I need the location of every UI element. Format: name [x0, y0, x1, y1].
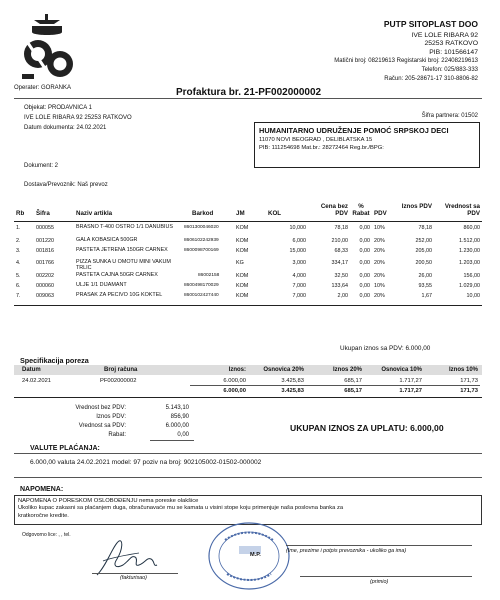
spec-row	[14, 376, 482, 385]
cell-rb: 5.	[16, 272, 21, 279]
cell-rabat: 0,00	[359, 225, 370, 231]
total-row: Vrednost sa PDV: 6.000,00	[78, 423, 189, 429]
spec-cell-osn10: 1.717,27	[399, 378, 422, 384]
cell-sifra: 002202	[36, 272, 54, 279]
napomena-divider	[14, 477, 482, 478]
cell-iznos: 78,18	[418, 225, 432, 231]
table-row	[14, 237, 482, 247]
spec-col-osn10: Osnovica 10%	[381, 367, 422, 373]
cell-iznos: 1,67	[421, 293, 432, 300]
cell-sifra: 001766	[36, 260, 54, 267]
cell-rb: 1.	[16, 225, 21, 231]
cell-cena: 133,64	[331, 283, 348, 290]
spec-col-izn20: Iznos 20%	[332, 367, 362, 373]
spec-col-osn20: Osnovica 20%	[263, 367, 304, 373]
table-row	[14, 292, 482, 305]
cell-pdv: 20%	[374, 272, 385, 279]
objekat: Objekat: PRODAVNICA 1	[24, 105, 92, 111]
cell-naziv: PASTETA CAJNA 50GR CARNEX	[76, 271, 158, 278]
spec-total-osn10: 1.717,27	[399, 388, 422, 394]
cell-kol: 7,000	[292, 293, 306, 300]
table-bottom-line	[14, 305, 482, 306]
table-row	[14, 247, 482, 260]
cell-pdv: 20%	[374, 260, 385, 267]
cell-barkod: 8606102242939	[184, 237, 219, 243]
company-name: PUTP SITOPLAST DOO	[383, 19, 478, 29]
col-sifra: Šifra	[36, 210, 50, 217]
signature-image	[93, 535, 159, 577]
col-pdv: PDV	[374, 210, 387, 217]
spec-col-izn10: Iznos 10%	[448, 367, 478, 373]
company-account: Račun: 205-28671-17 310-8806-82	[384, 75, 478, 82]
customer-box	[254, 122, 480, 168]
spec-total-izn20: 685,17	[344, 388, 362, 394]
spec-cell-datum: 24.02.2021	[22, 378, 52, 384]
cell-cena: 68,33	[334, 247, 348, 254]
napomena-line: NAPOMENA O PORESKOM OSLOBOĐENJU nema poreske olakšice	[18, 498, 199, 504]
cell-pdv: 20%	[374, 247, 385, 254]
cell-cena: 334,17	[331, 260, 348, 267]
store-info	[24, 102, 132, 134]
ukupno-za-uplatu: UKUPAN IZNOS ZA UPLATU: 6.000,00	[290, 423, 444, 433]
cell-sifra: 001220	[36, 237, 54, 244]
napomena-line: Ukoliko kupac zakasni sa plaćanjem duga, obračunavaće mu se kamata u visini stope koju primenjuje naša poslovna banka za	[18, 505, 344, 512]
cell-cena: 78,18	[334, 225, 348, 231]
operator: Operater: GORANKA	[14, 85, 72, 91]
spec-title: Specifikacija poreza	[20, 356, 89, 365]
datum-dokumenta: Datum dokumenta: 24.02.2021	[24, 125, 107, 131]
cell-rb: 4.	[16, 260, 21, 267]
cell-pdv: 20%	[374, 237, 385, 244]
cell-vrednost: 1.230,00	[459, 247, 480, 254]
spec-cell-osn20: 3.425,83	[281, 378, 304, 384]
cell-naziv: GALA KOBASICA 500GR	[76, 236, 138, 243]
cell-iznos: 200,50	[415, 260, 432, 267]
cell-sifra: 000055	[36, 225, 54, 231]
customer-name: HUMANITARNO UDRUŽENJE POMOĆ SRPSKOJ DECI	[259, 126, 449, 135]
total-row: Vrednost bez PDV: 5.143,10	[75, 405, 189, 411]
cell-naziv: BRASNO T-400 OSTRO 1/1 DANUBIUS	[76, 224, 173, 230]
valute-title: VALUTE PLAĆANJA:	[30, 445, 100, 452]
company-street: IVE LOLE RIBARA 92	[411, 31, 478, 39]
cell-naziv: PRASAK ZA PECIVO 10G KOKTEL	[76, 292, 163, 299]
mp-label: M.P.	[250, 552, 261, 558]
spec-total-row	[14, 386, 482, 395]
cell-pdv: 20%	[374, 293, 385, 300]
cell-rabat: 0,00	[359, 283, 370, 290]
cell-vrednost: 860,00	[463, 225, 480, 231]
table-row	[14, 224, 482, 237]
cell-vrednost: 156,00	[463, 272, 480, 279]
cell-rb: 3.	[16, 247, 21, 254]
cell-kol: 7,000	[292, 283, 306, 290]
company-city: 25253 RATKOVO	[424, 40, 478, 48]
cell-naziv: ULJE 1/1 DIJAMANT	[76, 282, 127, 289]
col-barkod: Barkod	[192, 210, 214, 217]
cell-sifra: 000060	[36, 283, 54, 290]
cell-barkod: 8600102427440	[184, 293, 219, 299]
spec-cell-izn20: 685,17	[344, 378, 362, 384]
cell-cena: 32,50	[334, 272, 348, 279]
customer-address: 11070 NOVI BEOGRAD , DELIBLATSKA 15	[259, 137, 373, 143]
table-row	[14, 272, 482, 282]
primio-label: (primio)	[370, 579, 389, 585]
spec-total-iznos: 6.000,00	[223, 388, 246, 394]
spec-cell-broj: PF002000002	[100, 378, 137, 384]
spec-col-iznos: Iznos:	[228, 367, 246, 373]
cell-rabat: 0,00	[359, 293, 370, 300]
spec-total-izn10: 171,73	[460, 388, 478, 394]
cell-cena: 210,00	[331, 237, 348, 244]
cell-rabat: 0,00	[359, 272, 370, 279]
items-table-body	[14, 224, 482, 305]
cell-jm: KOM	[236, 247, 249, 254]
spec-col-datum: Datum	[22, 367, 41, 373]
company-phone: Telefon: 025/883-333	[421, 66, 478, 73]
col-kol: KOL	[268, 210, 282, 217]
cell-naziv: PIZZA SUNKA U OMOTU MINI VAKUM TRLIC	[76, 259, 171, 272]
col-jm: JM	[236, 210, 245, 217]
cell-vrednost: 10,00	[466, 293, 480, 300]
cell-iznos: 26,00	[418, 272, 432, 279]
spec-total-osn20: 3.425,83	[281, 388, 304, 394]
spec-cell-izn10: 171,73	[460, 378, 478, 384]
valute-line: 6.000,00 valuta 24.02.2021 model: 97 poziv na broj: 902105002-01502-000002	[30, 459, 262, 466]
cell-sifra: 001816	[36, 247, 54, 254]
cell-kol: 10,000	[289, 225, 306, 231]
dostava: Dostava/Prevoznik: Naš prevoz	[24, 182, 108, 188]
items-table-header	[14, 197, 482, 221]
company-ids: Matični broj: 08219613 Registarski broj: 22408219613	[334, 58, 478, 65]
partner-code: Šifra partnera: 01502	[421, 113, 478, 119]
divider	[14, 98, 482, 99]
totals-underline	[150, 440, 194, 441]
cell-jm: KOM	[236, 272, 249, 279]
cell-vrednost: 1.203,00	[459, 260, 480, 267]
cell-barkod: 86002158	[198, 272, 220, 278]
cell-jm: KOM	[236, 283, 249, 290]
objekat-address: IVE LOLE RIBARA 92 25253 RATKOVO	[24, 115, 132, 121]
cell-rb: 6.	[16, 283, 21, 290]
fakturisao-line	[92, 573, 178, 574]
cell-kol: 3,000	[292, 260, 306, 267]
spec-table-header	[14, 365, 482, 375]
col-naziv: Naziv artikla	[76, 210, 113, 217]
valute-divider	[14, 453, 482, 454]
cell-rabat: 0,00	[359, 260, 370, 267]
ukupan-iznos-pdv: Ukupan iznos sa PDV: 6.000,00	[340, 345, 431, 352]
company-stamp	[205, 520, 293, 592]
document-title: Profaktura br. 21-PF002000002	[176, 87, 322, 98]
customer-ids: PIB: 111254698 Mat.br.: 28272464 Reg.br./BPG:	[259, 145, 384, 151]
company-logo	[20, 12, 78, 84]
cell-jm: KOM	[236, 237, 249, 244]
cell-kol: 6,000	[292, 237, 306, 244]
totals-block	[24, 404, 194, 440]
table-row	[14, 259, 482, 272]
cell-rb: 7.	[16, 293, 21, 300]
cell-barkod: 8601300046020	[184, 225, 219, 230]
prevoznik-label: (Ime, prezime i potpis prevoznika - ukoliko ga ima)	[286, 548, 407, 554]
table-row	[14, 282, 482, 292]
col-rb: Rb	[16, 210, 25, 217]
dokument: Dokument: 2	[24, 163, 59, 169]
spec-bottom-line	[14, 397, 482, 398]
col-rabat: % Rabat	[352, 203, 370, 217]
cell-jm: KOM	[236, 293, 249, 300]
cell-jm: KOM	[236, 225, 249, 231]
cell-rabat: 0,00	[359, 237, 370, 244]
col-cena: Cena bez PDV	[320, 203, 348, 217]
prevoznik-line	[286, 545, 472, 546]
cell-naziv: PASTETA JETRENA 150GR CARNEX	[76, 246, 168, 253]
cell-pdv: 10%	[374, 225, 385, 231]
cell-cena: 2,00	[337, 293, 348, 300]
spec-col-broj: Broj računa	[104, 367, 138, 373]
cell-sifra: 009063	[36, 293, 54, 300]
cell-vrednost: 1.512,00	[459, 237, 480, 244]
cell-iznos: 205,00	[415, 247, 432, 254]
cell-rabat: 0,00	[359, 247, 370, 254]
col-vrednost: Vrednost sa PDV	[444, 203, 480, 217]
cell-iznos: 252,00	[415, 237, 432, 244]
cell-barkod: 8600498170029	[184, 283, 219, 289]
cell-vrednost: 1.029,00	[459, 283, 480, 290]
cell-kol: 4,000	[292, 272, 306, 279]
cell-barkod: 8600098700169	[184, 247, 219, 253]
table-header-line	[14, 221, 482, 222]
total-row: Rabat: 0,00	[108, 432, 189, 438]
spec-cell-iznos: 6.000,00	[223, 378, 246, 384]
company-info	[300, 20, 478, 83]
napomena-title: NAPOMENA:	[20, 486, 64, 493]
cell-rb: 2.	[16, 237, 21, 244]
company-pib: PIB: 101566147	[429, 48, 478, 56]
cell-jm: KG	[236, 260, 244, 267]
col-iznos: Iznos PDV	[401, 203, 432, 210]
total-row: Iznos PDV: 856,90	[96, 414, 189, 420]
cell-iznos: 93,55	[418, 283, 432, 290]
primio-line	[300, 576, 472, 577]
cell-kol: 15,000	[289, 247, 306, 254]
odgovorno-lice: Odgovorno lice: , , tel.	[22, 532, 71, 538]
cell-pdv: 10%	[374, 283, 385, 290]
napomena-line: kratkoročne kredite.	[18, 512, 69, 519]
fakturisao-label: (fakturisao)	[120, 575, 147, 581]
